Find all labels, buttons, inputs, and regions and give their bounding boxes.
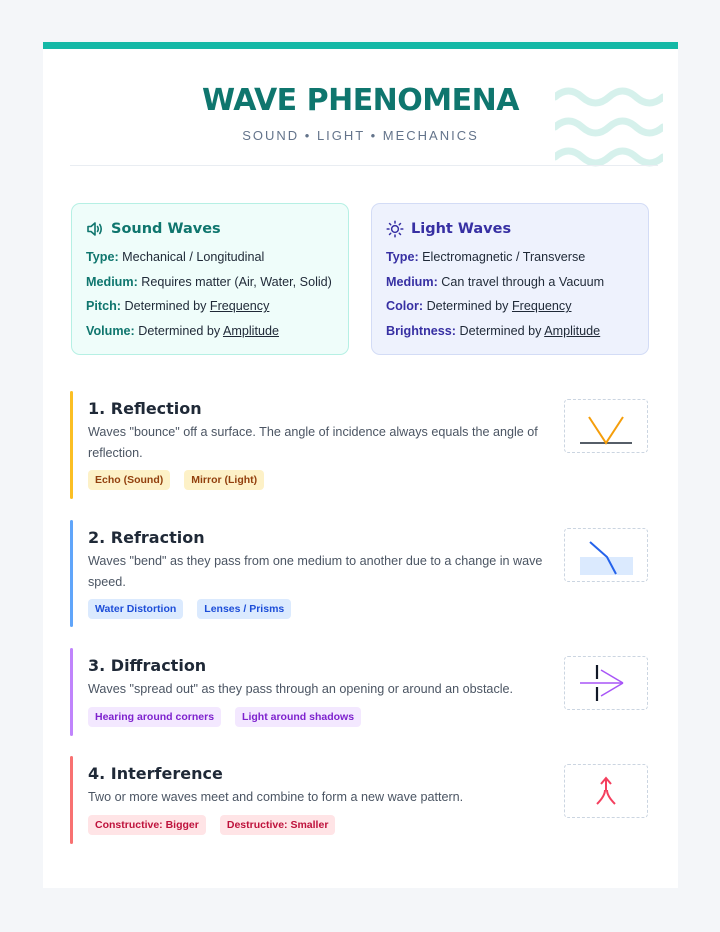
light-card-title: Light Waves bbox=[411, 221, 512, 237]
page-title: WAVE PHENOMENA bbox=[202, 83, 519, 118]
light-brightness-row: Brightness: Determined by Amplitude bbox=[386, 324, 601, 339]
header-divider bbox=[70, 165, 658, 166]
refraction-diagram-icon bbox=[565, 529, 646, 580]
light-color-row: Color: Determined by Frequency bbox=[386, 299, 572, 314]
diffraction-diagram bbox=[564, 656, 648, 710]
tag-badge: Mirror (Light) bbox=[184, 470, 264, 490]
tag-badge: Light around shadows bbox=[235, 707, 361, 727]
section-title: 1. Reflection bbox=[88, 399, 202, 418]
section-accent-bar bbox=[70, 520, 73, 627]
interference-diagram-icon bbox=[565, 765, 646, 816]
section-title: 2. Refraction bbox=[88, 528, 205, 547]
tag-list bbox=[88, 815, 335, 835]
section-accent-bar bbox=[70, 391, 73, 499]
light-card-header bbox=[386, 218, 634, 240]
sound-type-row: Type: Mechanical / Longitudinal bbox=[86, 250, 265, 264]
sound-card-header bbox=[86, 218, 334, 240]
speaker-icon bbox=[86, 221, 104, 237]
section-accent-bar bbox=[70, 648, 73, 736]
section-accent-bar bbox=[70, 756, 73, 844]
reflection-diagram bbox=[564, 399, 648, 453]
reflection-diagram-icon bbox=[565, 400, 646, 451]
diffraction-section bbox=[70, 648, 650, 736]
light-waves-card bbox=[371, 203, 649, 355]
tag-badge: Echo (Sound) bbox=[88, 470, 170, 490]
frequency-term: Frequency bbox=[209, 299, 270, 314]
light-medium-row: Medium: Can travel through a Vacuum bbox=[386, 274, 605, 289]
amplitude-term: Amplitude bbox=[544, 324, 601, 339]
tag-badge: Lenses / Prisms bbox=[197, 599, 291, 619]
sound-waves-card bbox=[71, 203, 349, 355]
worksheet-page bbox=[43, 42, 678, 888]
refraction-diagram bbox=[564, 528, 648, 582]
section-description: Waves "spread out" as they pass through an opening or around an obstacle. bbox=[88, 682, 514, 696]
sound-pitch-row: Pitch: Determined by Frequency bbox=[86, 299, 270, 314]
tag-list bbox=[88, 599, 291, 619]
interference-diagram bbox=[564, 764, 648, 818]
tag-badge: Water Distortion bbox=[88, 599, 183, 619]
section-title: 3. Diffraction bbox=[88, 656, 207, 675]
refraction-section bbox=[70, 520, 650, 627]
tag-list bbox=[88, 707, 361, 727]
sound-volume-row: Volume: Determined by Amplitude bbox=[86, 324, 279, 339]
section-description: Two or more waves meet and combine to form a new wave pattern. bbox=[88, 790, 464, 804]
sound-card-title: Sound Waves bbox=[111, 221, 221, 237]
reflection-section bbox=[70, 391, 650, 499]
tag-list bbox=[88, 470, 264, 490]
section-description: Waves "bounce" off a surface. The angle of incidence always equals the angle of reflection. bbox=[88, 425, 538, 460]
diffraction-diagram-icon bbox=[565, 657, 646, 708]
frequency-term: Frequency bbox=[511, 299, 572, 314]
light-type-row: Type: Electromagnetic / Transverse bbox=[386, 250, 586, 264]
section-title: 4. Interference bbox=[88, 764, 223, 783]
amplitude-term: Amplitude bbox=[222, 324, 279, 339]
section-description: Waves "bend" as they pass from one medium to another due to a change in wave speed. bbox=[88, 554, 543, 589]
interference-section bbox=[70, 756, 650, 844]
tag-badge: Constructive: Bigger bbox=[88, 815, 206, 835]
tag-badge: Hearing around corners bbox=[88, 707, 221, 727]
tag-badge: Destructive: Smaller bbox=[220, 815, 336, 835]
sound-medium-row: Medium: Requires matter (Air, Water, Solid) bbox=[86, 274, 332, 289]
page-subtitle: SOUND • LIGHT • MECHANICS bbox=[242, 128, 479, 143]
sun-icon bbox=[386, 220, 404, 238]
